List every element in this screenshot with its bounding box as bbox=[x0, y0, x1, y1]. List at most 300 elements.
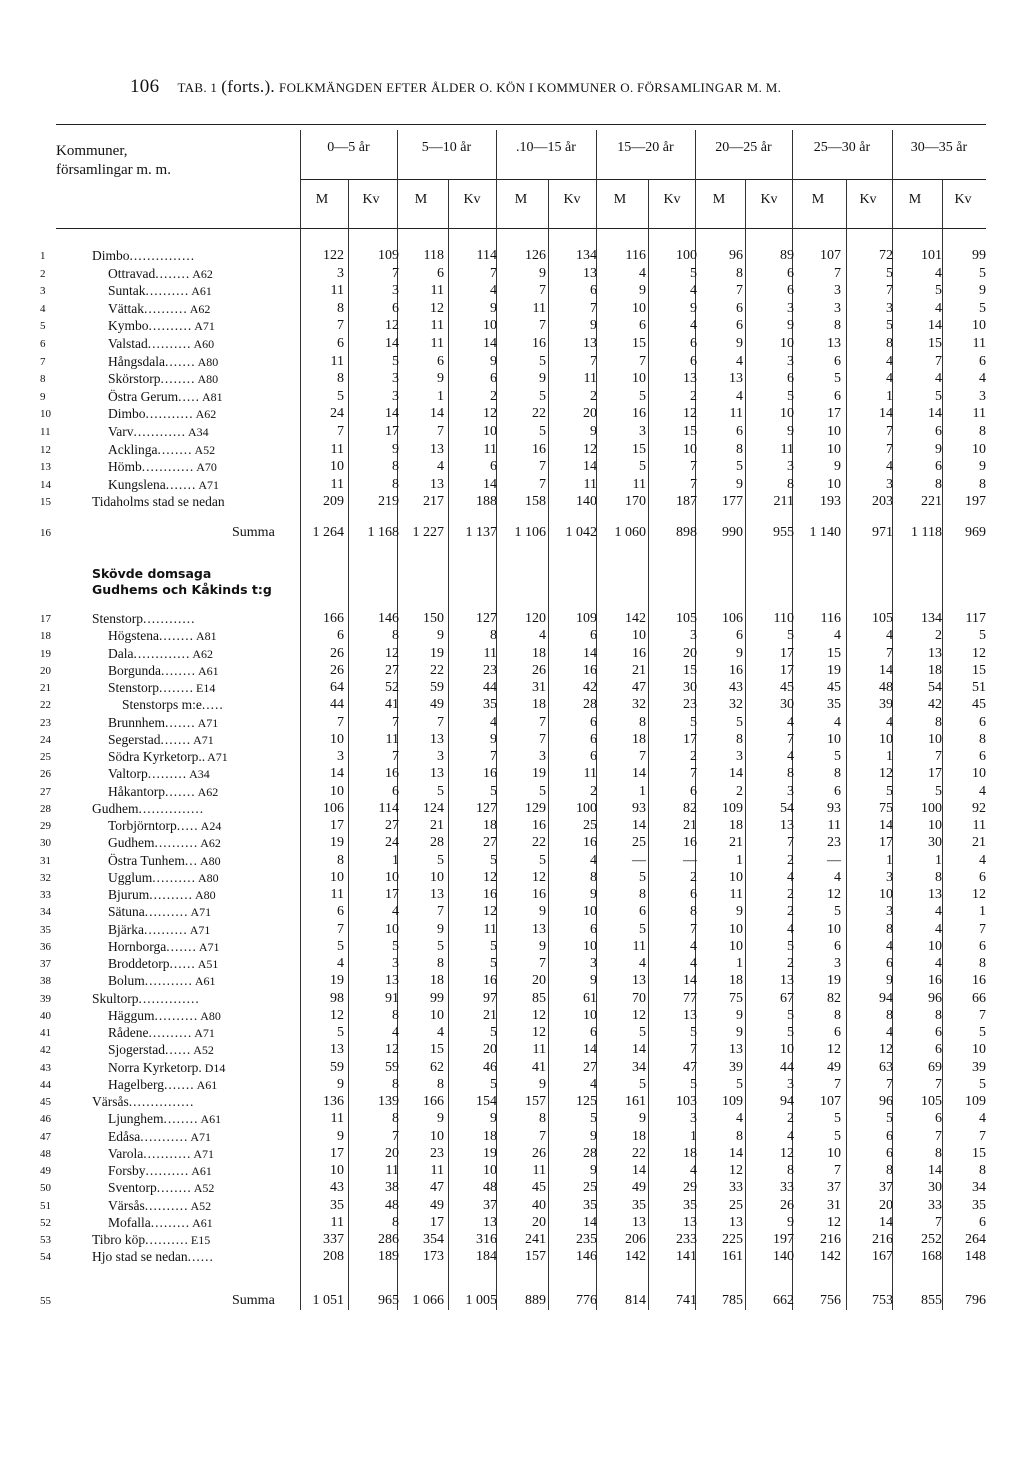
value-cell: 19 bbox=[532, 766, 546, 782]
value-cell: 13 bbox=[729, 1042, 743, 1058]
value-cell: 136 bbox=[323, 1094, 344, 1109]
value-cell: 8 bbox=[787, 766, 794, 782]
sex-header-m: M bbox=[414, 192, 428, 207]
value-cell: 15 bbox=[632, 336, 646, 351]
value-cell: 14 bbox=[879, 406, 893, 422]
value-cell: 7 bbox=[490, 749, 497, 764]
age-group-header: 25—30 år bbox=[813, 140, 871, 155]
row-number: 42 bbox=[40, 1044, 51, 1057]
leader-dots: .......... bbox=[154, 1007, 199, 1023]
value-cell: 49 bbox=[632, 1180, 646, 1196]
value-cell: 5 bbox=[834, 904, 841, 920]
row-label bbox=[108, 715, 218, 731]
value-cell: 168 bbox=[921, 1249, 942, 1265]
leader-dots: ...... bbox=[165, 1042, 192, 1058]
value-cell: 2 bbox=[736, 783, 743, 799]
row-name: Segerstad bbox=[108, 731, 161, 747]
value-cell: 8 bbox=[337, 300, 344, 316]
value-cell: 1 bbox=[437, 388, 444, 404]
value-cell: 889 bbox=[525, 1293, 546, 1308]
row-name: Skultorp bbox=[92, 990, 139, 1006]
value-cell: 4 bbox=[787, 869, 794, 885]
value-cell: 4 bbox=[935, 956, 942, 971]
parish-code: A71 bbox=[197, 715, 219, 730]
value-cell: 45 bbox=[532, 1180, 546, 1196]
value-cell: 1 bbox=[886, 749, 893, 764]
value-cell: 4 bbox=[690, 938, 697, 954]
value-cell: 2 bbox=[690, 869, 697, 885]
value-cell: 3 bbox=[690, 1111, 697, 1127]
row-name: Forsby bbox=[108, 1163, 146, 1178]
leader-dots: ........... bbox=[140, 1128, 189, 1144]
value-cell: 15 bbox=[430, 1042, 444, 1058]
value-cell: 9 bbox=[490, 1111, 497, 1127]
row-number: 31 bbox=[40, 854, 51, 867]
value-cell: 12 bbox=[385, 645, 399, 661]
value-cell: 12 bbox=[972, 645, 986, 661]
value-cell: 35 bbox=[972, 1197, 986, 1213]
row-label bbox=[108, 818, 221, 834]
value-cell: 1 118 bbox=[911, 525, 942, 540]
value-cell: 35 bbox=[330, 1197, 344, 1213]
value-cell: 11 bbox=[430, 318, 444, 334]
value-cell: 16 bbox=[583, 835, 597, 851]
value-cell: 4 bbox=[736, 1111, 743, 1127]
value-cell: 1 106 bbox=[514, 525, 546, 540]
value-cell: 19 bbox=[330, 835, 344, 851]
row-number: 19 bbox=[40, 647, 51, 660]
value-cell: 77 bbox=[683, 990, 697, 1006]
value-cell: 127 bbox=[476, 611, 497, 626]
value-cell: 14 bbox=[879, 662, 893, 678]
value-cell: 7 bbox=[337, 921, 344, 937]
leader-dots: ...... bbox=[169, 956, 196, 971]
value-cell: 9 bbox=[539, 938, 546, 954]
sex-header-m: M bbox=[514, 192, 528, 207]
value-cell: 6 bbox=[935, 459, 942, 475]
row-label bbox=[108, 766, 210, 782]
row-name: Mofalla bbox=[108, 1214, 151, 1230]
value-cell: 10 bbox=[729, 921, 743, 937]
section-title bbox=[92, 566, 272, 598]
value-cell: 43 bbox=[330, 1180, 344, 1196]
value-cell: 3 bbox=[337, 265, 344, 281]
row-name: Gudhem bbox=[92, 800, 139, 816]
value-cell: 1 bbox=[690, 1128, 697, 1144]
value-cell: — bbox=[683, 852, 697, 868]
value-cell: 4 bbox=[787, 749, 794, 764]
row-number: 6 bbox=[40, 338, 46, 350]
value-cell: 10 bbox=[483, 1163, 497, 1178]
row-number: 49 bbox=[40, 1165, 51, 1177]
value-cell: 34 bbox=[972, 1180, 986, 1196]
value-cell: 14 bbox=[583, 459, 597, 475]
row-name: Ottravad bbox=[108, 265, 156, 281]
value-cell: 235 bbox=[576, 1232, 597, 1247]
row-number: 3 bbox=[40, 285, 46, 298]
value-cell: 118 bbox=[423, 248, 444, 263]
value-cell: 209 bbox=[323, 494, 344, 510]
row-label bbox=[92, 991, 202, 1007]
value-cell: 106 bbox=[323, 800, 344, 816]
value-cell: 150 bbox=[423, 611, 444, 626]
row-label bbox=[108, 442, 215, 458]
value-cell: 9 bbox=[736, 1007, 743, 1023]
row-label bbox=[108, 749, 228, 765]
row-name: Hornborga bbox=[108, 938, 167, 954]
value-cell: 12 bbox=[385, 318, 399, 334]
value-cell: 13 bbox=[330, 1042, 344, 1058]
value-cell: 7 bbox=[437, 424, 444, 439]
row-name: Stenstorps m:e bbox=[122, 697, 202, 713]
leader-dots: .......... bbox=[149, 887, 194, 902]
value-cell: 16 bbox=[532, 887, 546, 902]
value-cell: 233 bbox=[676, 1232, 697, 1247]
parish-code: E15 bbox=[190, 1233, 211, 1247]
value-cell: 16 bbox=[483, 973, 497, 989]
value-cell: 6 bbox=[590, 714, 597, 730]
value-cell: 197 bbox=[965, 494, 986, 510]
value-cell: 15 bbox=[972, 1145, 986, 1161]
value-cell: 120 bbox=[525, 611, 546, 626]
value-cell: 10 bbox=[330, 731, 344, 747]
value-cell: 785 bbox=[722, 1293, 743, 1308]
value-cell: 5 bbox=[979, 1025, 986, 1040]
value-cell: 969 bbox=[965, 525, 986, 540]
value-cell: 23 bbox=[827, 835, 841, 851]
value-cell: 18 bbox=[729, 818, 743, 833]
value-cell: 9 bbox=[392, 441, 399, 457]
value-cell: 3 bbox=[392, 371, 399, 387]
value-cell: 3 bbox=[392, 283, 399, 299]
leader-dots: ..... bbox=[201, 697, 224, 713]
value-cell: 5 bbox=[437, 783, 444, 799]
value-cell: 4 bbox=[834, 714, 841, 730]
value-cell: 31 bbox=[532, 680, 546, 695]
value-cell: 753 bbox=[872, 1293, 893, 1308]
value-cell: 37 bbox=[483, 1197, 497, 1213]
value-cell: 10 bbox=[632, 300, 646, 316]
value-cell: 24 bbox=[385, 835, 399, 851]
value-cell: 42 bbox=[583, 680, 597, 695]
value-cell: 5 bbox=[979, 300, 986, 316]
value-cell: 10 bbox=[827, 424, 841, 439]
value-cell: 59 bbox=[385, 1059, 399, 1075]
leader-dots: .......... bbox=[144, 1197, 189, 1213]
value-cell: 8 bbox=[787, 476, 794, 492]
row-name: Brunnhem bbox=[108, 714, 165, 730]
value-cell: 13 bbox=[583, 336, 597, 351]
value-cell: 18 bbox=[483, 1128, 497, 1144]
value-cell: 8 bbox=[834, 1007, 841, 1023]
value-cell: 13 bbox=[729, 371, 743, 387]
value-cell: 14 bbox=[928, 1163, 942, 1178]
value-cell: 5 bbox=[690, 1025, 697, 1040]
stub-header-line1: Kommuner, bbox=[56, 143, 128, 159]
value-cell: 8 bbox=[736, 441, 743, 457]
value-cell: 18 bbox=[483, 818, 497, 833]
row-number: 24 bbox=[40, 733, 51, 746]
value-cell: 1 bbox=[736, 852, 743, 868]
summa-label: Summa bbox=[232, 1293, 275, 1308]
row-name: Sätuna bbox=[108, 904, 145, 920]
value-cell: 24 bbox=[330, 406, 344, 422]
value-cell: 14 bbox=[583, 645, 597, 661]
value-cell: 96 bbox=[729, 248, 743, 263]
value-cell: 2 bbox=[690, 749, 697, 764]
row-label bbox=[108, 318, 215, 334]
row-label bbox=[108, 628, 217, 644]
value-cell: 140 bbox=[773, 1249, 794, 1265]
value-cell: 18 bbox=[532, 697, 546, 713]
value-cell: 13 bbox=[385, 973, 399, 989]
value-cell: 10 bbox=[972, 318, 986, 334]
value-cell: 7 bbox=[539, 476, 546, 492]
value-cell: 11 bbox=[330, 283, 344, 299]
parish-code: A62 bbox=[192, 646, 214, 661]
value-cell: 7 bbox=[834, 1076, 841, 1092]
value-cell: 14 bbox=[483, 476, 497, 492]
row-number: 8 bbox=[40, 373, 46, 386]
value-cell: 206 bbox=[625, 1232, 646, 1247]
value-cell: 8 bbox=[886, 921, 893, 937]
value-cell: 187 bbox=[676, 494, 697, 510]
value-cell: 5 bbox=[787, 1007, 794, 1023]
value-cell: 8 bbox=[337, 371, 344, 387]
value-cell: 170 bbox=[625, 494, 646, 510]
value-cell: 7 bbox=[590, 300, 597, 316]
leader-dots: ....... bbox=[164, 783, 196, 799]
value-cell: 5 bbox=[490, 783, 497, 799]
row-label bbox=[108, 459, 217, 475]
value-cell: 10 bbox=[385, 869, 399, 885]
row-label bbox=[108, 1077, 217, 1093]
row-number: 34 bbox=[40, 906, 51, 919]
value-cell: 354 bbox=[423, 1232, 444, 1247]
value-cell: 8 bbox=[935, 1007, 942, 1023]
parish-code: A62 bbox=[195, 407, 217, 422]
value-cell: 8 bbox=[736, 731, 743, 747]
value-cell: 4 bbox=[437, 1025, 444, 1040]
parish-code: A71 bbox=[198, 477, 220, 492]
value-cell: 10 bbox=[827, 476, 841, 492]
value-cell: 139 bbox=[378, 1094, 399, 1109]
row-label bbox=[108, 1111, 221, 1127]
sex-header-kv: Kv bbox=[859, 192, 877, 207]
value-cell: 27 bbox=[583, 1059, 597, 1075]
value-cell: 18 bbox=[532, 645, 546, 661]
value-cell: 2 bbox=[590, 388, 597, 404]
value-cell: 1 060 bbox=[614, 525, 646, 540]
parish-code: A70 bbox=[196, 460, 217, 475]
value-cell: 7 bbox=[539, 714, 546, 730]
value-cell: 23 bbox=[430, 1145, 444, 1161]
leader-dots: ............ bbox=[141, 459, 195, 475]
value-cell: 5 bbox=[490, 852, 497, 868]
value-cell: 5 bbox=[490, 1076, 497, 1092]
value-cell: 41 bbox=[532, 1059, 546, 1075]
value-cell: 5 bbox=[979, 628, 986, 644]
value-cell: 4 bbox=[935, 300, 942, 316]
value-cell: 16 bbox=[532, 441, 546, 457]
value-cell: 11 bbox=[972, 406, 986, 422]
parish-code: A62 bbox=[197, 784, 219, 799]
leader-dots: ............ bbox=[143, 611, 196, 626]
row-name: Tidaholms stad se nedan bbox=[92, 494, 225, 510]
value-cell: 11 bbox=[330, 476, 344, 492]
value-cell: 776 bbox=[576, 1293, 597, 1308]
value-cell: 4 bbox=[736, 353, 743, 369]
value-cell: 17 bbox=[879, 835, 893, 851]
value-cell: 5 bbox=[787, 388, 794, 404]
value-cell: 15 bbox=[683, 424, 697, 439]
value-cell: 6 bbox=[979, 714, 986, 730]
value-cell: 177 bbox=[722, 494, 743, 510]
value-cell: 6 bbox=[337, 336, 344, 351]
value-cell: 4 bbox=[736, 388, 743, 404]
value-cell: 19 bbox=[430, 645, 444, 661]
value-cell: 11 bbox=[632, 476, 646, 492]
value-cell: 48 bbox=[879, 680, 893, 695]
value-cell: 17 bbox=[430, 1214, 444, 1230]
value-cell: 12 bbox=[827, 1042, 841, 1058]
value-cell: 9 bbox=[590, 887, 597, 902]
leader-dots: ........ bbox=[157, 441, 193, 457]
value-cell: 6 bbox=[590, 628, 597, 644]
value-cell: 96 bbox=[879, 1094, 893, 1109]
value-cell: 32 bbox=[632, 697, 646, 713]
value-cell: 146 bbox=[576, 1249, 597, 1265]
value-cell: 9 bbox=[539, 904, 546, 920]
value-cell: 7 bbox=[834, 265, 841, 281]
value-cell: 4 bbox=[886, 459, 893, 475]
value-cell: 23 bbox=[483, 662, 497, 678]
row-number: 41 bbox=[40, 1027, 51, 1039]
parish-code: A71 bbox=[198, 939, 220, 954]
row-number: 33 bbox=[40, 889, 51, 901]
row-number: 36 bbox=[40, 940, 51, 953]
value-cell: 8 bbox=[979, 476, 986, 492]
value-cell: 10 bbox=[483, 318, 497, 334]
value-cell: 93 bbox=[827, 800, 841, 816]
value-cell: 11 bbox=[729, 887, 743, 902]
value-cell: 17 bbox=[827, 406, 841, 422]
parish-code: A61 bbox=[198, 663, 219, 678]
value-cell: 7 bbox=[690, 476, 697, 492]
value-cell: 20 bbox=[532, 1214, 546, 1230]
parish-code: A61 bbox=[192, 1215, 213, 1230]
value-cell: 13 bbox=[430, 887, 444, 902]
value-cell: 173 bbox=[423, 1249, 444, 1265]
value-cell: 48 bbox=[385, 1197, 399, 1213]
row-label bbox=[108, 1042, 214, 1058]
value-cell: 129 bbox=[525, 800, 546, 816]
value-cell: 8 bbox=[886, 336, 893, 351]
value-cell: 10 bbox=[430, 1128, 444, 1144]
value-cell: 264 bbox=[965, 1232, 986, 1247]
row-name: Sjogerstad bbox=[108, 1042, 165, 1058]
row-name: Acklinga bbox=[108, 441, 158, 457]
value-cell: 6 bbox=[337, 904, 344, 920]
value-cell: 100 bbox=[921, 800, 942, 816]
value-cell: 14 bbox=[879, 818, 893, 833]
value-cell: 8 bbox=[392, 459, 399, 475]
row-label bbox=[108, 283, 212, 299]
value-cell: 8 bbox=[979, 1163, 986, 1178]
value-cell: 6 bbox=[834, 388, 841, 404]
row-number: 23 bbox=[40, 716, 51, 729]
row-number: 11 bbox=[40, 426, 51, 438]
value-cell: 105 bbox=[921, 1094, 942, 1109]
value-cell: 70 bbox=[632, 990, 646, 1006]
value-cell: 8 bbox=[736, 265, 743, 281]
parish-code: A60 bbox=[193, 337, 215, 351]
sex-header-m: M bbox=[908, 192, 922, 207]
value-cell: 2 bbox=[787, 904, 794, 920]
value-cell: 3 bbox=[834, 300, 841, 316]
value-cell: 100 bbox=[576, 800, 597, 816]
value-cell: 17 bbox=[928, 766, 942, 782]
value-cell: 9 bbox=[935, 441, 942, 457]
value-cell: 10 bbox=[583, 1007, 597, 1023]
value-cell: 1 168 bbox=[367, 525, 399, 540]
value-cell: 6 bbox=[690, 353, 697, 369]
value-cell: 5 bbox=[690, 265, 697, 281]
row-label bbox=[108, 887, 216, 903]
value-cell: 3 bbox=[886, 869, 893, 885]
value-cell: 5 bbox=[337, 938, 344, 954]
row-name: Norra Kyrketorp bbox=[108, 1059, 199, 1075]
row-name: Stenstorp bbox=[108, 680, 160, 695]
value-cell: 10 bbox=[928, 731, 942, 747]
value-cell: 72 bbox=[879, 248, 893, 263]
value-cell: 93 bbox=[632, 800, 646, 816]
value-cell: 9 bbox=[437, 1111, 444, 1127]
row-number: 1 bbox=[40, 250, 46, 262]
row-label bbox=[108, 1163, 212, 1179]
row-number: 43 bbox=[40, 1061, 51, 1074]
value-cell: 7 bbox=[639, 353, 646, 369]
value-cell: 14 bbox=[330, 766, 344, 782]
value-cell: 10 bbox=[729, 869, 743, 885]
value-cell: 6 bbox=[935, 1111, 942, 1127]
value-cell: 3 bbox=[736, 749, 743, 764]
value-cell: 26 bbox=[532, 1145, 546, 1161]
value-cell: 4 bbox=[886, 1025, 893, 1040]
leader-dots: ........ bbox=[155, 265, 191, 281]
value-cell: 12 bbox=[632, 1007, 646, 1023]
row-number: 7 bbox=[40, 355, 46, 368]
parish-code: A61 bbox=[200, 1112, 222, 1127]
row-label bbox=[122, 697, 226, 713]
value-cell: 20 bbox=[583, 406, 597, 422]
value-cell: 10 bbox=[928, 818, 942, 833]
value-cell: 10 bbox=[972, 766, 986, 782]
value-cell: 161 bbox=[722, 1249, 743, 1265]
leader-dots: .......... bbox=[144, 921, 188, 937]
value-cell: 6 bbox=[979, 869, 986, 885]
value-cell: 5 bbox=[935, 283, 942, 299]
value-cell: 13 bbox=[483, 1214, 497, 1230]
value-cell: 7 bbox=[639, 749, 646, 764]
age-group-header: .10—15 år bbox=[516, 140, 576, 155]
value-cell: 141 bbox=[676, 1249, 697, 1265]
value-cell: 9 bbox=[590, 318, 597, 334]
value-cell: 134 bbox=[576, 248, 597, 263]
sex-header-kv: Kv bbox=[463, 192, 481, 207]
sex-header-kv: Kv bbox=[760, 192, 778, 207]
value-cell: 13 bbox=[683, 1214, 697, 1230]
